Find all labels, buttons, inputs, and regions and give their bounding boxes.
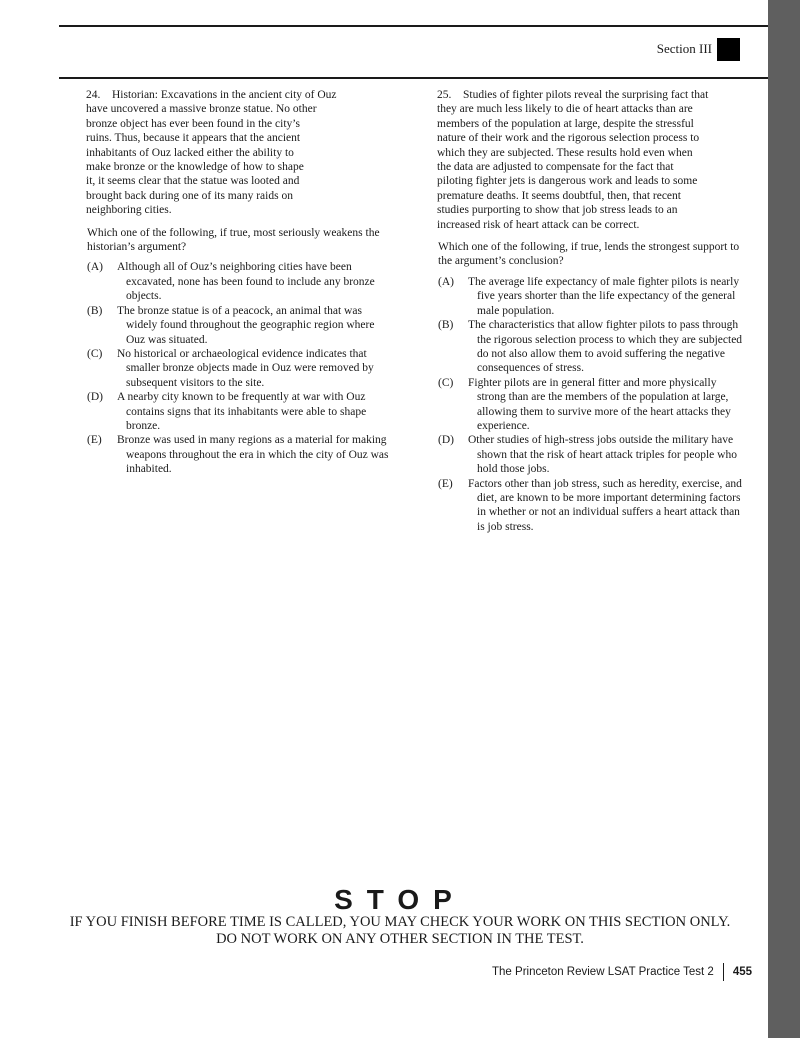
answer-option-c[interactable] — [413, 376, 743, 434]
answer-option-d[interactable] — [413, 433, 743, 476]
question-25 — [413, 88, 743, 534]
question-25-stem — [413, 88, 743, 232]
answer-option-e[interactable] — [413, 477, 743, 535]
option-letter: (C) — [87, 347, 103, 360]
stem-line: bronze object has ever been found in the city’s — [86, 117, 300, 130]
question-prompt: Which one of the following, if true, lends the strongest support to the argument’s conclusion? — [438, 241, 740, 268]
option-letter: (A) — [438, 275, 454, 288]
stem-line: have uncovered a massive bronze statue. No other — [86, 103, 317, 116]
answer-option-a[interactable] — [413, 275, 743, 318]
stem-line: the data are adjusted to compensate for the fact that — [437, 161, 674, 174]
stem-line: 25. Studies of fighter pilots reveal the surprising fact that — [437, 89, 709, 101]
page-footer — [492, 963, 752, 981]
stem-line: which they are subjected. These results hold even when — [437, 146, 693, 159]
option-letter: (B) — [87, 304, 103, 317]
option-text: Factors other than job stress, such as heredity, exercise, and diet, are known to be more important determining factors in whether or not an individual suffers a heart attack than is job stress. — [468, 477, 742, 533]
top-rule — [59, 25, 768, 27]
option-letter: (D) — [87, 391, 103, 404]
option-letter: (E) — [87, 434, 102, 447]
option-text: No historical or archaeological evidence indicates that smaller bronze objects made in Ouz were removed by subsequent visitors to the site. — [117, 347, 374, 389]
answer-option-e[interactable] — [62, 433, 390, 476]
option-text: Bronze was used in many regions as a material for making weapons throughout the era in which the city of Ouz was inhabited. — [117, 434, 389, 476]
footer-book-title: The Princeton Review LSAT Practice Test 2 — [492, 966, 714, 978]
stem-line: premature deaths. It seems doubtful, then, that recent — [437, 189, 681, 202]
option-letter: (D) — [438, 434, 454, 447]
stem-line: inhabitants of Ouz lacked either the ability to — [86, 146, 294, 159]
question-24-stem — [62, 88, 390, 218]
stem-line: brought back during one of its many raids on — [86, 189, 293, 202]
stem-line: increased risk of heart attack can be correct. — [437, 218, 640, 231]
option-letter: (E) — [438, 477, 453, 490]
option-text: The characteristics that allow fighter pilots to pass through the rigorous selection process to which they are subjected do not also allow them to avoid suffering the negative consequences of stress. — [468, 319, 743, 375]
question-number: 24. — [86, 89, 101, 101]
stem-line: it, it seems clear that the statue was looted and — [86, 175, 300, 188]
answer-option-a[interactable] — [62, 260, 390, 303]
footer-divider — [723, 963, 724, 981]
stem-line: studies purporting to show that job stress leads to an — [437, 204, 678, 217]
option-text: Other studies of high-stress jobs outside the military have shown that the risk of heart attack triples for people who hold those jobs. — [468, 434, 737, 476]
question-prompt: Which one of the following, if true, most seriously weakens the historian’s argument? — [87, 226, 380, 254]
stop-instruction-line-1: IF YOU FINISH BEFORE TIME IS CALLED, YOU MAY CHECK YOUR WORK ON THIS SECTION ONLY. — [69, 914, 731, 930]
stop-instruction-line-2: DO NOT WORK ON ANY OTHER SECTION IN THE TEST. — [216, 931, 584, 947]
option-letter: (B) — [438, 319, 454, 332]
question-24 — [62, 88, 390, 477]
stem-line: make bronze or the knowledge of how to shape — [86, 161, 304, 174]
option-text: Although all of Ouz’s neighboring cities have been excavated, none has been found to include any bronze objects. — [117, 261, 375, 303]
stop-heading: STOP — [334, 884, 466, 915]
stem-line: 24. Historian: Excavations in the ancient city of Ouz — [86, 89, 337, 101]
page-edge-tab — [768, 0, 800, 1038]
section-label: Section III — [656, 41, 712, 56]
stem-line: nature of their work and the rigorous selection process to — [437, 132, 700, 145]
option-text: The bronze statue is of a peacock, an animal that was widely found throughout the geographic region where Ouz was situated. — [117, 304, 375, 346]
section-marker-square — [717, 38, 740, 61]
answer-option-c[interactable] — [62, 347, 390, 390]
option-letter: (C) — [438, 376, 454, 389]
option-text: Fighter pilots are in general fitter and more physically strong than are the members of the population at large, allowing them to survive more of the heart attacks they experience. — [468, 376, 731, 432]
answer-option-d[interactable] — [62, 390, 390, 433]
stem-line: they are much less likely to die of heart attacks than are — [437, 103, 693, 116]
header-rule — [59, 77, 768, 79]
stem-line: members of the population at large, despite the stressful — [437, 117, 694, 130]
answer-option-b[interactable] — [62, 304, 390, 347]
stem-line: piloting fighter jets is dangerous work and leads to some — [437, 175, 698, 188]
option-text: A nearby city known to be frequently at war with Ouz contains signs that its inhabitants were able to shape bronze. — [117, 391, 367, 432]
option-letter: (A) — [87, 261, 103, 274]
question-number: 25. — [437, 89, 452, 101]
stem-line: ruins. Thus, because it appears that the ancient — [86, 132, 301, 145]
page-number: 455 — [732, 966, 752, 978]
stem-line: neighboring cities. — [86, 204, 172, 217]
option-text: The average life expectancy of male fighter pilots is nearly five years shorter than the life expectancy of the general male population. — [468, 275, 740, 317]
answer-option-b[interactable] — [413, 318, 743, 376]
